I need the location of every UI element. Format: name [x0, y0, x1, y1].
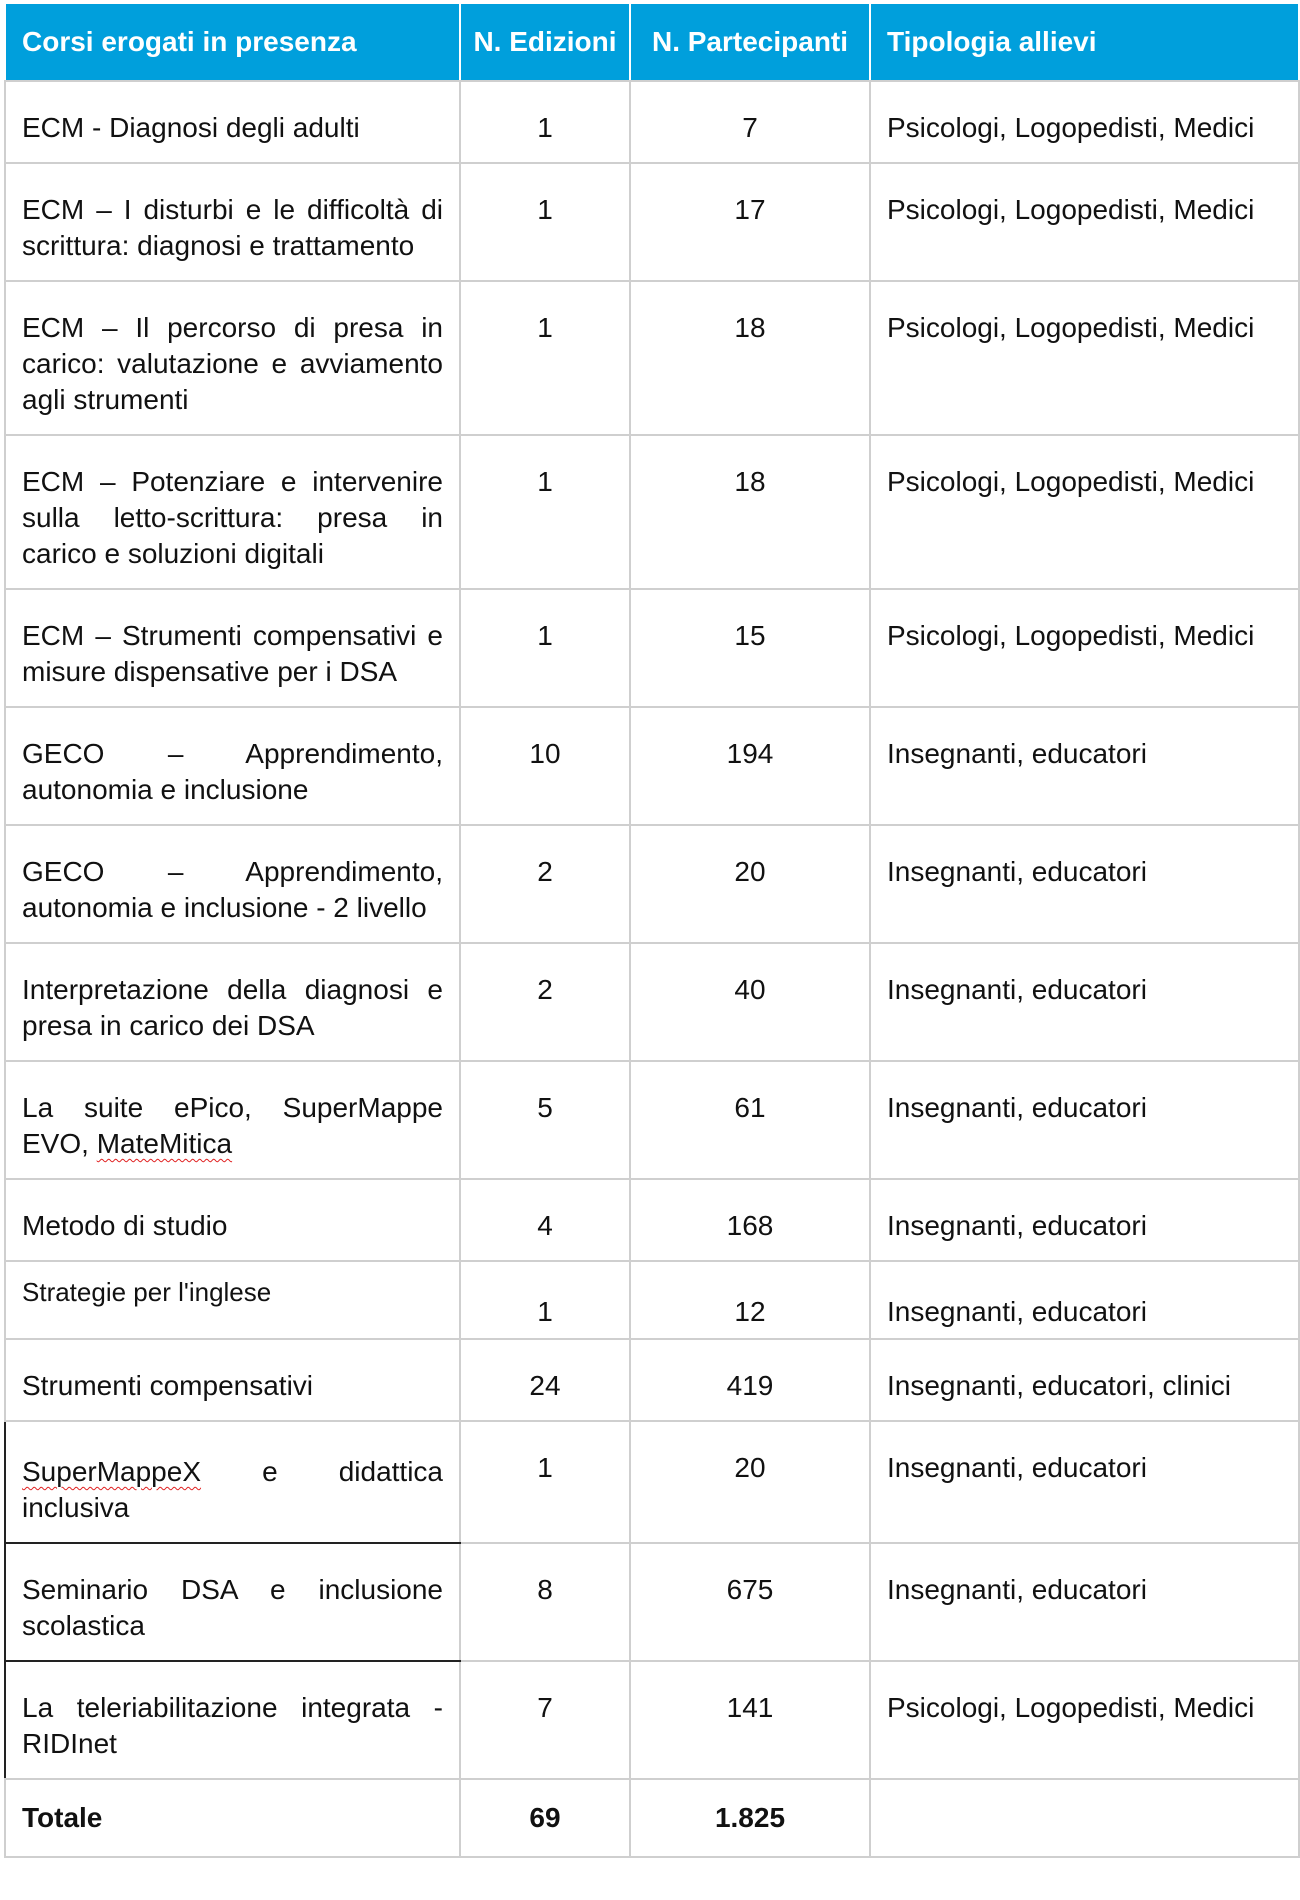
audience-type: Insegnanti, educatori [870, 1061, 1299, 1179]
participants-count: 17 [630, 163, 870, 281]
audience-type: Psicologi, Logopedisti, Medici [870, 163, 1299, 281]
course-name: ECM - Diagnosi degli adulti [5, 81, 460, 163]
table-header [5, 3, 1299, 81]
course-name: ECM – Potenziare e intervenire sulla letto-scrittura: presa in carico e soluzioni digitali [5, 435, 460, 589]
editions-count: 2 [460, 943, 630, 1061]
table-row [5, 81, 1299, 163]
audience-type: Psicologi, Logopedisti, Medici [870, 1661, 1299, 1779]
table-row [5, 281, 1299, 435]
participants-count: 194 [630, 707, 870, 825]
table-row [5, 1543, 1299, 1661]
table-row [5, 825, 1299, 943]
participants-count: 18 [630, 435, 870, 589]
table-row [5, 1661, 1299, 1779]
course-name: La teleriabilitazione integrata - RIDInet [5, 1661, 460, 1779]
editions-count: 24 [460, 1339, 630, 1421]
audience-type: Insegnanti, educatori [870, 943, 1299, 1061]
course-name: GECO – Apprendimento, autonomia e inclusione - 2 livello [5, 825, 460, 943]
course-name: Seminario DSA e inclusione scolastica [5, 1543, 460, 1661]
total-editions: 69 [460, 1779, 630, 1857]
editions-count: 1 [460, 1421, 630, 1543]
participants-count: 168 [630, 1179, 870, 1261]
header-editions: N. Edizioni [460, 3, 630, 81]
editions-count: 1 [460, 435, 630, 589]
participants-count: 12 [630, 1261, 870, 1339]
course-name: ECM – Il percorso di presa in carico: valutazione e avviamento agli strumenti [5, 281, 460, 435]
course-name [5, 1061, 460, 1179]
courses-table [4, 2, 1300, 1858]
table-row [5, 589, 1299, 707]
course-name [5, 1421, 460, 1543]
participants-count: 675 [630, 1543, 870, 1661]
editions-count: 4 [460, 1179, 630, 1261]
editions-count: 10 [460, 707, 630, 825]
course-name: ECM – I disturbi e le difficoltà di scrittura: diagnosi e trattamento [5, 163, 460, 281]
table-row [5, 1339, 1299, 1421]
audience-type: Psicologi, Logopedisti, Medici [870, 281, 1299, 435]
audience-type: Insegnanti, educatori [870, 1261, 1299, 1339]
header-course: Corsi erogati in presenza [5, 3, 460, 81]
total-label: Totale [5, 1779, 460, 1857]
header-row [5, 3, 1299, 81]
table-row [5, 1179, 1299, 1261]
participants-count: 18 [630, 281, 870, 435]
total-row [5, 1779, 1299, 1857]
table-body [5, 81, 1299, 1857]
total-participants: 1.825 [630, 1779, 870, 1857]
editions-count: 5 [460, 1061, 630, 1179]
participants-count: 141 [630, 1661, 870, 1779]
participants-count: 20 [630, 1421, 870, 1543]
spellcheck-underlined-word: MateMitica [96, 1128, 233, 1159]
editions-count: 1 [460, 1261, 630, 1339]
participants-count: 61 [630, 1061, 870, 1179]
spellcheck-underlined-word: SuperMappeX [22, 1456, 202, 1487]
course-name: GECO – Apprendimento, autonomia e inclusione [5, 707, 460, 825]
course-name: ECM – Strumenti compensativi e misure dispensative per i DSA [5, 589, 460, 707]
table-row [5, 1061, 1299, 1179]
audience-type: Psicologi, Logopedisti, Medici [870, 81, 1299, 163]
editions-count: 1 [460, 281, 630, 435]
table-row [5, 163, 1299, 281]
editions-count: 1 [460, 81, 630, 163]
course-name-text: La suite ePico, SuperMappe EVO, [22, 1092, 443, 1159]
audience-type: Insegnanti, educatori, clinici [870, 1339, 1299, 1421]
audience-type: Psicologi, Logopedisti, Medici [870, 435, 1299, 589]
editions-count: 7 [460, 1661, 630, 1779]
table-row [5, 707, 1299, 825]
editions-count: 1 [460, 163, 630, 281]
audience-type: Insegnanti, educatori [870, 1421, 1299, 1543]
course-name: Strategie per l'inglese [5, 1261, 460, 1339]
course-name: Strumenti compensativi [5, 1339, 460, 1421]
participants-count: 20 [630, 825, 870, 943]
table-row [5, 943, 1299, 1061]
participants-count: 419 [630, 1339, 870, 1421]
table-row [5, 435, 1299, 589]
editions-count: 1 [460, 589, 630, 707]
table-row [5, 1421, 1299, 1543]
header-participants: N. Partecipanti [630, 3, 870, 81]
course-name-text-rest: e didattica inclusiva [22, 1456, 443, 1523]
header-audience: Tipologia allievi [870, 3, 1299, 81]
audience-type: Psicologi, Logopedisti, Medici [870, 589, 1299, 707]
participants-count: 15 [630, 589, 870, 707]
participants-count: 7 [630, 81, 870, 163]
editions-count: 8 [460, 1543, 630, 1661]
participants-count: 40 [630, 943, 870, 1061]
audience-type: Insegnanti, educatori [870, 1179, 1299, 1261]
course-name: Metodo di studio [5, 1179, 460, 1261]
course-name: Interpretazione della diagnosi e presa in carico dei DSA [5, 943, 460, 1061]
table-row [5, 1261, 1299, 1339]
total-audience [870, 1779, 1299, 1857]
audience-type: Insegnanti, educatori [870, 707, 1299, 825]
audience-type: Insegnanti, educatori [870, 825, 1299, 943]
audience-type: Insegnanti, educatori [870, 1543, 1299, 1661]
editions-count: 2 [460, 825, 630, 943]
